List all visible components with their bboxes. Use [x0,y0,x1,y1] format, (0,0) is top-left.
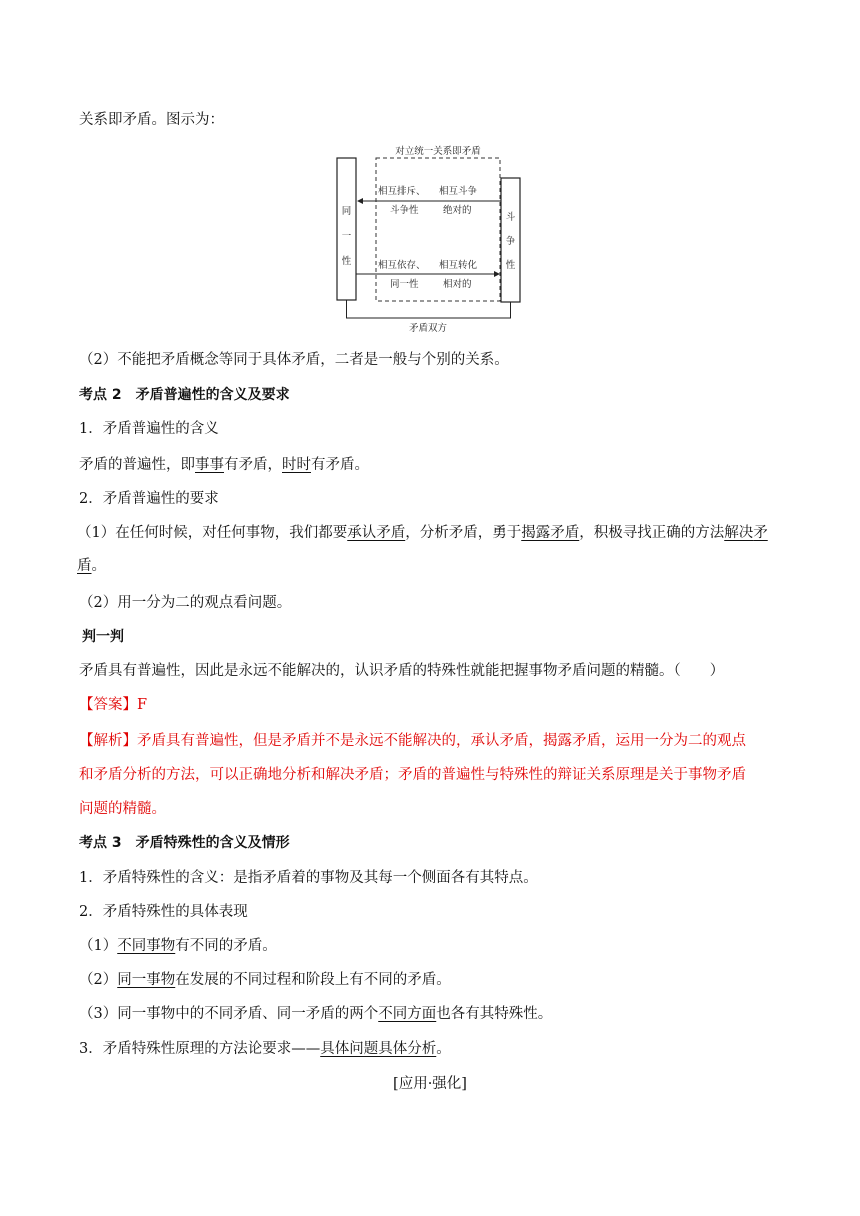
contradiction-diagram [330,142,528,336]
kp2-2-1-text: （1）在任何时候，对任何事物，我们都要承认矛盾，分析矛盾，勇于揭露矛盾，积极寻找正确的方法解决矛盾。 [77,525,768,574]
upper-left-label-1: 相互排斥、 [378,186,426,197]
kp3-1-text: 1．矛盾特殊性的含义：是指矛盾着的事物及其每一个侧面各有其特点。 [79,870,538,886]
underline-same-thing: 同一事物 [117,972,176,988]
analysis-line-3: 问题的精髓。 [79,801,166,817]
answer-label: 【答案】 [79,697,137,713]
kp2-2-2-text: （2）用一分为二的观点看问题。 [79,595,292,611]
underline-shishi-time: 时时 [282,457,311,473]
kp3-2-1-text: （1）不同事物有不同的矛盾。 [79,938,277,954]
section-footer: [应用·强化] [393,1076,467,1092]
left-pillar-char-1: 同 [341,206,352,217]
kp3-2-3-text: （3）同一事物中的不同矛盾、同一矛盾的两个不同方面也各有其特殊性。 [79,1006,553,1022]
kp2-1-text: 矛盾的普遍性，即事事有矛盾，时时有矛盾。 [79,457,369,473]
underline-concrete-analysis: 具体问题具体分析 [320,1041,437,1057]
underline-different-things: 不同事物 [117,938,176,954]
kp3-3-text: 3．矛盾特殊性原理的方法论要求——具体问题具体分析。 [79,1041,451,1057]
analysis-line-1: 【解析】矛盾具有普遍性，但是矛盾并不是永远不能解决的，承认矛盾，揭露矛盾，运用一分为二的观点 [79,733,746,749]
right-pillar-char-3: 性 [505,260,516,271]
underline-expose: 揭露矛盾 [521,525,580,541]
analysis-label: 【解析】 [79,733,137,749]
diagram-bottom-label: 矛盾双方 [408,323,448,334]
diagram-top-label: 对立统一关系即矛盾 [395,146,481,157]
intro-text: 关系即矛盾。图示为： [79,112,224,128]
kp2-heading [79,385,290,405]
kp3-title: 矛盾特殊性的含义及情形 [135,835,290,851]
upper-right-label-1: 相互斗争 [439,186,478,197]
lower-left-label-2: 同一性 [390,279,419,290]
judge-heading: 判一判 [82,629,124,645]
left-pillar [337,158,356,300]
underline-different-aspects: 不同方面 [378,1006,437,1022]
analysis-line-2: 和矛盾分析的方法，可以正确地分析和解决矛盾；矛盾的普遍性与特殊性的辩证关系原理是关于事物矛盾 [79,767,746,783]
underline-solve: 解决 [724,525,754,541]
lower-right-label-2: 相对的 [443,279,472,290]
upper-left-label-2: 斗争性 [390,205,419,216]
kp3-number: 考点 3 [79,835,122,851]
upper-right-label-2: 绝对的 [443,205,472,216]
kp2-2-heading: 2．矛盾普遍性的要求 [79,491,219,507]
kp2-title: 矛盾普遍性的含义及要求 [135,387,290,403]
kp3-heading [79,833,290,853]
answer-value: F [137,697,148,713]
judge-question: 矛盾具有普遍性，因此是永远不能解决的，认识矛盾的特殊性就能把握事物矛盾问题的精髓。（ ） [79,663,725,679]
underline-acknowledge: 承认矛盾 [347,525,406,541]
answer-line [79,695,147,715]
lower-right-label-1: 相互转化 [439,260,478,271]
kp2-1-heading: 1．矛盾普遍性的含义 [79,421,219,437]
kp2-number: 考点 2 [79,387,122,403]
kp3-2-heading: 2．矛盾特殊性的具体表现 [79,904,248,920]
left-pillar-char-2: 一 [341,231,352,242]
kp3-2-2-text: （2）同一事物在发展的不同过程和阶段上有不同的矛盾。 [79,972,451,988]
relation-text: （2）不能把矛盾概念等同于具体矛盾，二者是一般与个别的关系。 [79,352,509,368]
left-pillar-char-3: 性 [341,256,352,267]
lower-left-label-1: 相互依存、 [378,260,426,271]
underline-shishi: 事事 [195,457,224,473]
bottom-bracket [347,300,511,318]
right-pillar-char-1: 斗 [505,212,516,223]
right-pillar-char-2: 争 [505,236,516,247]
